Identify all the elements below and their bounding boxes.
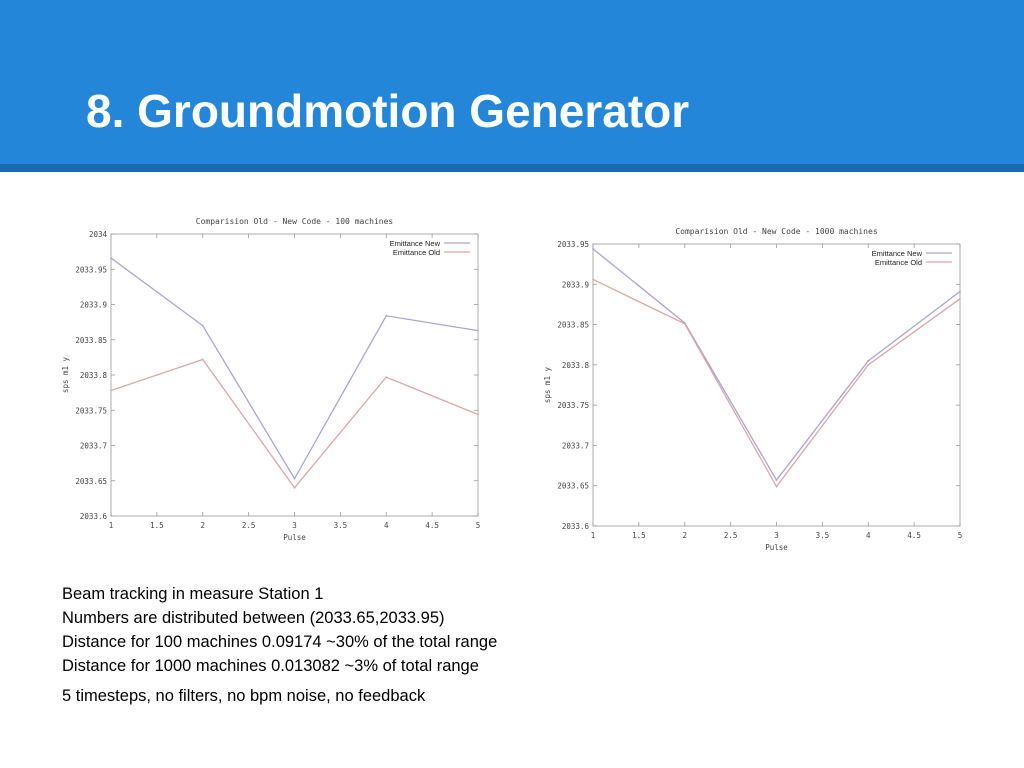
x-axis-label: Pulse [283, 533, 306, 542]
x-tick-label: 2.5 [723, 531, 738, 540]
data-point [592, 248, 594, 250]
data-point [592, 279, 594, 281]
x-tick-label: 1 [590, 531, 596, 540]
y-tick-label: 2033.85 [75, 335, 107, 345]
title-divider [0, 164, 1024, 172]
notes-text [62, 582, 497, 708]
data-point [477, 330, 479, 332]
y-tick-label: 2033.8 [561, 360, 589, 370]
series-line-emittance-new [111, 258, 478, 479]
plot-frame [593, 244, 960, 526]
data-point [294, 487, 296, 489]
y-tick-label: 2033.75 [557, 401, 589, 411]
data-point [776, 479, 778, 481]
chart-svg [56, 210, 490, 545]
data-point [110, 257, 112, 259]
chart-title: Comparision Old - New Code - 1000 machines [675, 227, 878, 236]
series-line-emittance-old [111, 359, 478, 487]
x-tick-label: 1.5 [632, 531, 646, 540]
data-point [867, 360, 869, 362]
series-line-emittance-old [593, 279, 960, 486]
y-tick-label: 2033.9 [561, 280, 589, 290]
legend-label: Emittance Old [874, 258, 922, 267]
x-tick-label: 5 [957, 531, 963, 540]
legend-label: Emittance New [871, 249, 922, 258]
chart-100-machines [56, 210, 490, 545]
note-line: 5 timesteps, no filters, no bpm noise, no feedback [62, 687, 426, 705]
note-line: Distance for 100 machines 0.09174 ~30% of the total range [62, 633, 498, 651]
y-tick-label: 2033.6 [561, 522, 589, 531]
note-line: Numbers are distributed between (2033.65,2033.95) [62, 609, 445, 627]
y-tick-label: 2034 [88, 230, 107, 239]
chart-svg [538, 220, 972, 555]
y-tick-label: 2033.7 [561, 441, 589, 451]
x-tick-label: 5 [475, 521, 481, 530]
y-tick-label: 2033.95 [557, 240, 589, 249]
x-tick-label: 3.5 [815, 531, 830, 540]
data-point [776, 486, 778, 488]
x-tick-label: 4 [865, 531, 871, 540]
legend-label: Emittance Old [392, 248, 440, 257]
y-tick-label: 2033.85 [557, 320, 589, 330]
data-point [477, 414, 479, 416]
series-line-emittance-new [593, 249, 960, 480]
y-tick-label: 2033.8 [79, 371, 107, 380]
x-tick-label: 1 [108, 521, 114, 530]
x-tick-label: 2.5 [241, 521, 256, 530]
y-tick-label: 2033.6 [79, 512, 107, 521]
data-point [959, 298, 961, 300]
y-tick-label: 2033.95 [75, 265, 107, 275]
data-point [867, 364, 869, 366]
x-tick-label: 1.5 [150, 521, 164, 530]
x-tick-label: 4 [383, 521, 389, 530]
plot-frame [111, 234, 478, 516]
y-tick-label: 2033.65 [557, 481, 589, 491]
legend-label: Emittance New [389, 239, 440, 248]
data-point [202, 325, 204, 327]
data-point [959, 291, 961, 293]
y-axis-label: sps m1 y [543, 366, 552, 404]
y-tick-label: 2033.65 [75, 476, 107, 486]
x-tick-label: 2 [682, 531, 688, 540]
data-point [684, 323, 686, 325]
y-tick-label: 2033.75 [75, 406, 107, 416]
data-point [294, 478, 296, 480]
x-tick-label: 3.5 [333, 521, 348, 530]
title-banner [0, 0, 1024, 164]
x-tick-label: 2 [200, 521, 206, 530]
data-point [202, 359, 204, 361]
x-axis-label: Pulse [765, 543, 788, 552]
data-point [385, 315, 387, 317]
data-point [110, 390, 112, 392]
note-line: Distance for 1000 machines 0.013082 ~3% of total range [62, 657, 479, 675]
x-tick-label: 3 [292, 521, 297, 530]
chart-1000-machines [538, 220, 972, 555]
y-tick-label: 2033.9 [79, 300, 107, 310]
slide-title: 8. Groundmotion Generator [86, 85, 690, 137]
data-point [385, 376, 387, 378]
y-axis-label: sps m1 y [61, 356, 70, 394]
x-tick-label: 3 [774, 531, 779, 540]
note-line: Beam tracking in measure Station 1 [62, 585, 324, 603]
x-tick-label: 4.5 [425, 521, 439, 530]
y-tick-label: 2033.7 [79, 441, 107, 451]
chart-title: Comparision Old - New Code - 100 machines [195, 217, 394, 226]
x-tick-label: 4.5 [907, 531, 921, 540]
